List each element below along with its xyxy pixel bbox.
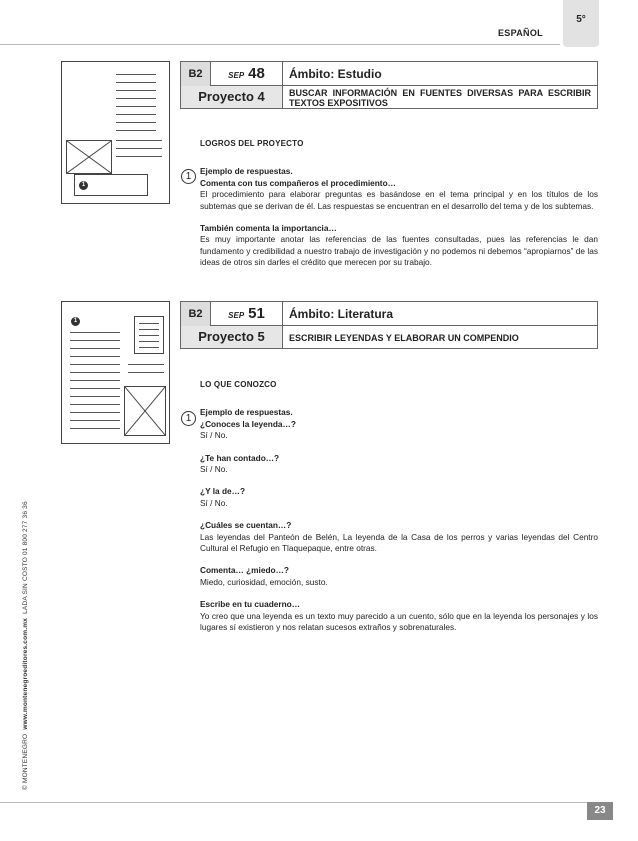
item-answer: Miedo, curiosidad, emoción, susto. (200, 576, 328, 587)
ambito-label: Ámbito: Literatura (289, 307, 394, 321)
image-placeholder-icon (124, 386, 166, 436)
block-label: B2 (181, 302, 211, 326)
section-title: LOGROS DEL PROYECTO (200, 139, 304, 148)
project-description (283, 326, 597, 348)
item-question: Escribe en tu cuaderno… (200, 599, 301, 610)
list-item (200, 419, 598, 442)
thumb-marker: 1 (79, 181, 88, 190)
sep-label: SEP (228, 311, 245, 320)
item-question: ¿Te han contado…? (200, 452, 280, 463)
list-item (200, 453, 598, 476)
thumb-marker: 1 (71, 317, 80, 326)
list-item (200, 565, 598, 588)
list-item (200, 223, 598, 269)
page-number: 23 (587, 802, 613, 820)
item-question: Comenta con tus compañeros el procedimiento… (200, 177, 396, 188)
credit-brand: © MONTENEGRO (22, 733, 29, 790)
item-question: ¿Conoces la leyenda…? (200, 418, 296, 429)
image-placeholder-icon (66, 140, 112, 174)
page-thumbnail-2 (61, 301, 170, 444)
item-question: Ejemplo de respuestas. (200, 166, 293, 177)
project-header-4 (180, 61, 598, 109)
item-question: Comenta… ¿miedo…? (200, 565, 289, 576)
block-label: B2 (181, 62, 211, 86)
item-question: Ejemplo de respuestas. (200, 407, 293, 418)
activity-marker: 1 (181, 169, 196, 184)
sep-cell (211, 302, 283, 326)
sep-page: 48 (248, 65, 265, 82)
grade-tab (563, 0, 599, 47)
item-answer: Sí / No. (200, 464, 228, 475)
header-rule (0, 44, 560, 45)
side-credit (22, 501, 29, 790)
sep-label: SEP (228, 71, 245, 80)
text-box (134, 316, 164, 354)
activity-marker: 1 (181, 411, 196, 426)
footer-rule (0, 802, 587, 803)
ambito-label: Ámbito: Estudio (289, 67, 382, 81)
project-description-text: BUSCAR INFORMACIÓN EN FUENTES DIVERSAS PARA ESCRIBIR TEXTOS EXPOSITIVOS (289, 87, 591, 108)
item-question: También comenta la importancia… (200, 223, 337, 234)
project-5-content (200, 379, 598, 645)
project-label: Proyecto 5 (181, 326, 283, 348)
sep-page: 51 (248, 305, 265, 322)
list-item (200, 520, 598, 554)
item-answer: Es muy importante anotar las referencias de las fuentes consultadas, pues las referencias le dan fundamento y credibilidad a nuestro trabajo de investigación y no podemos ni debemos “apropiarnos” de las ideas de otros sin darles el crédito que merecen por su trabajo. (200, 234, 598, 268)
item-answer: Sí / No. (200, 497, 228, 508)
section-title: LO QUE CONOZCO (200, 380, 277, 389)
item-answer: Las leyendas del Panteón de Belén, La leyenda de la Casa de los perros y varias leyendas del Centro Cultural el Refugio en Tlaquepaque, entre otras. (200, 531, 598, 554)
subject-label: ESPAÑOL (498, 28, 543, 38)
sep-cell (211, 62, 283, 86)
item-question: ¿Y la de…? (200, 486, 246, 497)
project-description-text: ESCRIBIR LEYENDAS Y ELABORAR UN COMPENDIO (289, 332, 519, 343)
credit-url: www.montenegroeditores.com.mx (22, 617, 29, 730)
project-description (283, 86, 597, 108)
list-item (200, 599, 598, 633)
item-answer: Yo creo que una leyenda es un texto muy parecido a un cuento, sólo que en la leyenda los personajes y los lugares sí existieron y nos relatan sucesos extraños y sobrenaturales. (200, 610, 598, 633)
item-question: ¿Cuáles se cuentan…? (200, 520, 292, 531)
credit-phone: LADA SIN COSTO 01 800 277 36 36 (22, 501, 29, 614)
project-header-5 (180, 301, 598, 349)
page-thumbnail-1 (61, 61, 170, 204)
list-item (200, 178, 598, 212)
item-answer: Sí / No. (200, 430, 228, 441)
project-4-content (200, 138, 598, 280)
project-label: Proyecto 4 (181, 86, 283, 108)
grade-label: 5° (576, 14, 586, 25)
item-answer: El procedimiento para elaborar preguntas es basándose en el tema principal y en los títulos de los subtemas que se derivan de él. Las respuestas se encuentran en el desarrollo del tema y de los subtemas. (200, 189, 598, 211)
callout-box (74, 174, 148, 196)
list-item (200, 486, 598, 509)
